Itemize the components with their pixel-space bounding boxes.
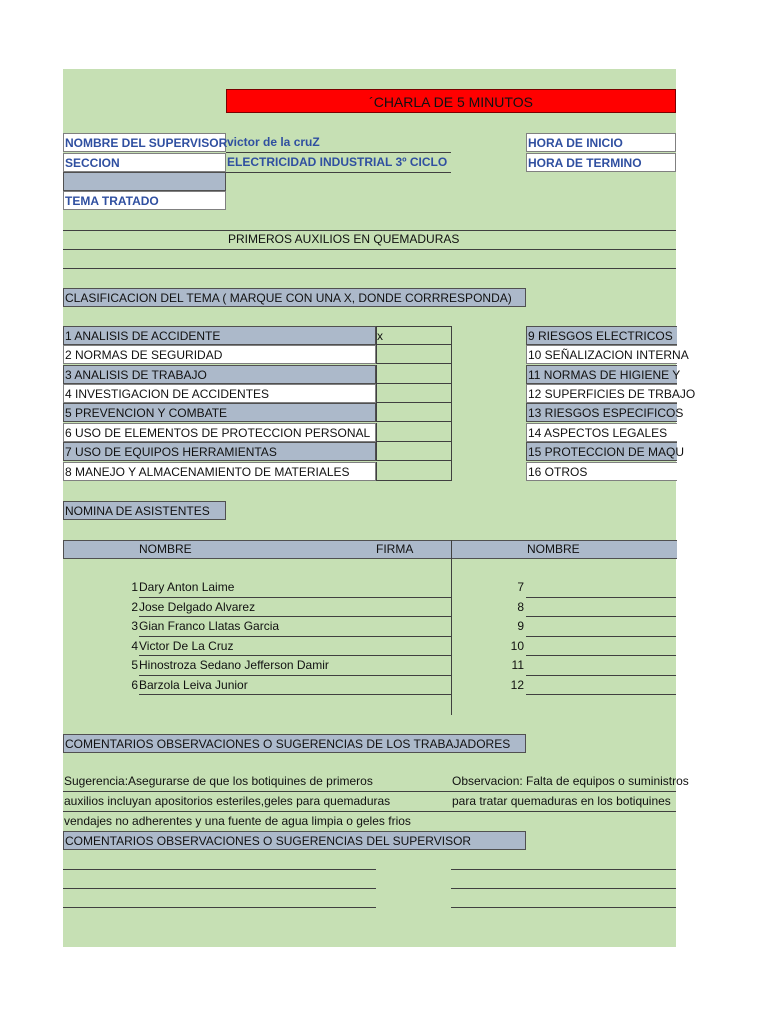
spreadsheet-sheet: ´CHARLA DE 5 MINUTOS NOMBRE DEL SUPERVISOR victor de la cruZ HORA DE INICIO SECCION ELECTRICIDAD INDUSTRIAL 3º CICLO HORA DE TERMINO TEMA TRATADO PRIMEROS AUXILIOS EN QUEMADURAS CLASIFICACION DEL TEMA ( MARQUE CON UNA X, DONDE CORRRESPONDA) 1 ANALISIS DE ACCIDENTE 2 NORMAS DE SEGURIDAD 3 ANALISIS DE TRABAJO 4 INVESTIGACION DE ACCIDENTES 5 PREVENCION Y COMBATE 6 USO DE ELEMENTOS DE PROTECCION PERSONAL 7 USO DE EQUIPOS HERRAMIENTAS 8 MANEJO Y ALMACENAMIENTO DE MATERIALES x 9 RIESGOS ELECTRICOS 10 SEÑALIZACION INTERNA 11 NORMAS DE HIGIENE Y 12 SUPERFICIES DE TRBAJO 13 RIESGOS ESPECIFICOS 14 ASPECTOS LEGALES 15 PROTECCION DE MAQU 16 OTROS NOMINA DE ASISTENTES NOMBRE FIRMA NOMBRE 1 Dary Anton Laime 2 Jose Delgado Alvarez 3 Gian Franco Llatas Garcia 4 Victor De La Cruz 5 Hinostroza Sedano Jefferson Damir 6 Barzola Leiva Junior 7 8 9 10 11 12 COMENTARIOS OBSERVACIONES O SUGERENCIAS DE LOS TRABAJADORES Sugerencia:Asegurarse de que los botiquines de primeros auxilios incluyan apositorios esteriles,geles para quemaduras vendajes no adherentes y una fuente de agua limpia o geles frios Observacion: Falta de equipos o suministros para tratar quemaduras en los botiquines COMENTARIOS OBSERVACIONES O SUGERENCIAS DEL SUPERVISOR (63, 69, 676, 947)
sugerencia-line[interactable]: Sugerencia:Asegurarse de que los botiquines de primeros (64, 774, 373, 788)
asistente-num: 11 (511, 658, 524, 672)
seccion-label: SECCION (63, 153, 226, 172)
tema-label: TEMA TRATADO (63, 191, 226, 210)
asistente-num: 9 (517, 619, 524, 633)
clasificacion-item: 6 USO DE ELEMENTOS DE PROTECCION PERSONAL (63, 423, 376, 442)
asistente-name: Barzola Leiva Junior (139, 678, 248, 692)
observacion-line[interactable]: Observacion: Falta de equipos o suministros (452, 774, 689, 788)
clasificacion-item: 2 NORMAS DE SEGURIDAD (63, 345, 376, 364)
clasificacion-item: 3 ANALISIS DE TRABAJO (63, 365, 376, 384)
hora-termino-label: HORA DE TERMINO (526, 153, 676, 172)
asistente-name: Jose Delgado Alvarez (139, 600, 256, 614)
mark-cell[interactable] (376, 345, 452, 364)
asistente-name: Hinostroza Sedano Jefferson Damir (139, 658, 329, 672)
clasificacion-item: 7 USO DE EQUIPOS HERRAMIENTAS (63, 442, 376, 461)
asistente-num: 12 (510, 678, 524, 692)
comentarios-supervisor-heading: COMENTARIOS OBSERVACIONES O SUGERENCIAS DEL SUPERVISOR (63, 831, 526, 850)
col-nombre-header: NOMBRE (139, 542, 192, 556)
col-nombre-right-header: NOMBRE (527, 542, 580, 556)
supervisor-comment-line[interactable] (63, 869, 376, 870)
clasificacion-item: 10 SEÑALIZACION INTERNA (526, 345, 677, 364)
clasificacion-item: 12 SUPERFICIES DE TRBAJO (526, 384, 677, 403)
seccion-value[interactable]: ELECTRICIDAD INDUSTRIAL 3º CICLO (227, 155, 448, 169)
comentarios-trabajadores-heading: COMENTARIOS OBSERVACIONES O SUGERENCIAS DE LOS TRABAJADORES (63, 734, 526, 753)
page-title: ´CHARLA DE 5 MINUTOS (226, 89, 676, 113)
sugerencia-line[interactable]: auxilios incluyan apositorios esteriles,geles para quemaduras (64, 794, 391, 808)
supervisor-comment-line[interactable] (63, 888, 376, 889)
col-firma-header: FIRMA (376, 542, 414, 556)
clasificacion-item: 16 OTROS (526, 462, 677, 481)
asistente-name: Victor De La Cruz (139, 639, 234, 653)
supervisor-comment-line[interactable] (451, 869, 676, 870)
clasificacion-item: 13 RIESGOS ESPECIFICOS (526, 403, 677, 422)
clasificacion-item: 1 ANALISIS DE ACCIDENTE (63, 326, 376, 345)
tema-value[interactable]: PRIMEROS AUXILIOS EN QUEMADURAS (228, 232, 460, 246)
asistente-num: 10 (510, 639, 524, 653)
asistente-num: 8 (517, 600, 524, 614)
mark-cell[interactable] (376, 442, 452, 461)
clasificacion-item: 5 PREVENCION Y COMBATE (63, 403, 376, 422)
mark-cell[interactable] (376, 462, 452, 481)
clasificacion-item: 4 INVESTIGACION DE ACCIDENTES (63, 384, 376, 403)
blank-gray-cell (63, 172, 226, 191)
mark-cell[interactable] (376, 423, 452, 442)
mark-cell[interactable] (376, 384, 452, 403)
observacion-line[interactable]: para tratar quemaduras en los botiquines (452, 794, 671, 808)
sugerencia-line[interactable]: vendajes no adherentes y una fuente de agua limpia o geles frios (64, 814, 411, 828)
mark-cell[interactable] (376, 365, 452, 384)
mark-cell[interactable]: x (376, 326, 452, 345)
asistentes-heading: NOMINA DE ASISTENTES (63, 501, 226, 520)
supervisor-comment-line[interactable] (451, 888, 676, 889)
clasificacion-item: 15 PROTECCION DE MAQU (526, 442, 677, 461)
supervisor-comment-line[interactable] (451, 907, 676, 908)
hora-inicio-label: HORA DE INICIO (526, 133, 676, 152)
supervisor-label: NOMBRE DEL SUPERVISOR (63, 133, 226, 152)
clasificacion-item: 8 MANEJO Y ALMACENAMIENTO DE MATERIALES (63, 462, 376, 481)
clasificacion-item: 14 ASPECTOS LEGALES (526, 423, 677, 442)
clasificacion-item: 9 RIESGOS ELECTRICOS (526, 326, 677, 345)
clasificacion-item: 11 NORMAS DE HIGIENE Y (526, 365, 677, 384)
asistente-name: Dary Anton Laime (139, 580, 235, 594)
mark-cell[interactable] (376, 403, 452, 422)
clasificacion-heading: CLASIFICACION DEL TEMA ( MARQUE CON UNA X, DONDE CORRRESPONDA) (63, 288, 526, 307)
supervisor-comment-line[interactable] (63, 907, 376, 908)
asistente-num: 7 (517, 580, 524, 594)
supervisor-value[interactable]: victor de la cruZ (227, 135, 320, 149)
asistente-name: Gian Franco Llatas Garcia (139, 619, 280, 633)
